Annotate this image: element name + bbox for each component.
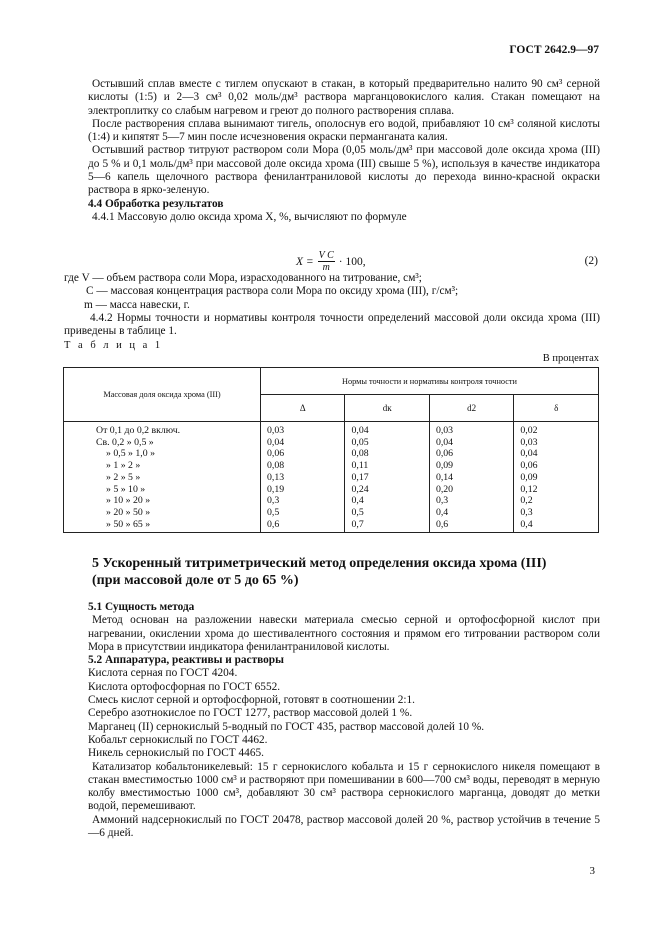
paragraph: После растворения сплава вынимают тигель, ополоснув его водой, прибавляют 10 см³ соляной кислоты (1:4) и кипятят 5—7 мин после исчезновения окраски перманганата калия. bbox=[88, 117, 600, 144]
section-heading: 5.1 Сущность метода bbox=[88, 601, 195, 613]
table-cell: 0,08 bbox=[267, 460, 285, 472]
formula-rhs: · 100, bbox=[338, 255, 366, 268]
formula-fraction bbox=[318, 250, 335, 273]
body-block-1 bbox=[88, 78, 600, 224]
table-cell: 0,6 bbox=[435, 518, 449, 530]
table-cell: 0,17 bbox=[351, 471, 369, 483]
table-cell: » 2 » 5 » bbox=[106, 471, 141, 483]
table-cell: 0,3 bbox=[520, 506, 533, 518]
paragraph: 4.4.2 Нормы точности и нормативы контроля точности определений массовой доли оксида хрома (III) приведены в таблице 1. bbox=[64, 311, 600, 338]
reagent-item: Никель сернокислый по ГОСТ 4465. bbox=[88, 747, 264, 760]
table-cell: » 1 » 2 » bbox=[106, 460, 141, 472]
where-line: m — масса навески, г. bbox=[84, 298, 190, 311]
table-cell: 0,04 bbox=[520, 448, 538, 460]
table-cell: 0,3 bbox=[267, 495, 280, 507]
table-cell: 0,13 bbox=[267, 471, 285, 483]
table-cell: 0,09 bbox=[435, 460, 454, 472]
reagent-item: Кислота ортофосфорная по ГОСТ 6552. bbox=[88, 680, 281, 693]
table-cell: 0,05 bbox=[351, 436, 369, 448]
reagent-item: Смесь кислот серной и ортофосфорной, готовят в соотношении 2:1. bbox=[88, 694, 415, 707]
reagent-item: Кобальт сернокислый по ГОСТ 4462. bbox=[88, 733, 268, 746]
body-block-2 bbox=[88, 601, 600, 840]
document-id: ГОСТ 2642.9—97 bbox=[509, 44, 599, 56]
table-cell: От 0,1 до 0,2 включ. bbox=[96, 425, 181, 436]
table-col-dk bbox=[345, 422, 429, 533]
table-cell: 0,3 bbox=[435, 495, 449, 507]
page-number: 3 bbox=[589, 865, 595, 877]
paragraph: Аммоний надсернокислый по ГОСТ 20478, раствор массовой долей 20 %, раствор устойчив в течение 5—6 дней. bbox=[88, 813, 600, 840]
table-cell: 0,5 bbox=[351, 506, 364, 518]
table-cell: » 20 » 50 » bbox=[106, 506, 151, 518]
where-block bbox=[64, 272, 600, 338]
table-cell: 0,24 bbox=[351, 483, 369, 495]
table-cell: 0,4 bbox=[520, 518, 533, 530]
where-line: C — массовая концентрация раствора соли Мора по оксиду хрома (III), г/см³; bbox=[86, 285, 459, 298]
table-cell: 0,04 bbox=[351, 425, 369, 436]
table-cell: » 0,5 » 1,0 » bbox=[106, 448, 155, 460]
formula bbox=[296, 250, 366, 273]
table-cell: 0,04 bbox=[435, 436, 454, 448]
table-header-group: Нормы точности и нормативы контроля точности bbox=[261, 368, 599, 395]
table-cell: 0,04 bbox=[267, 436, 285, 448]
table-cell: 0,20 bbox=[435, 483, 454, 495]
table-cell: 0,6 bbox=[267, 518, 280, 530]
paragraph: Остывший сплав вместе с тиглем опускают в стакан, в который предварительно налито 90 см³ серной кислоты (1:5) и 2—3 см³ 0,02 моль/дм³ раствора марганцовокислого калия. Стакан помещают на электроплитку со слабым нагревом и греют до полного растворения сплава. bbox=[88, 78, 600, 117]
table-col-range bbox=[64, 422, 261, 533]
table-col-d2 bbox=[429, 422, 513, 533]
table-cell: 0,02 bbox=[520, 425, 538, 436]
table-unit: В процентах bbox=[542, 353, 599, 364]
table-cell: 0,08 bbox=[351, 448, 369, 460]
table-cell: » 10 » 20 » bbox=[106, 495, 151, 507]
table-cell: » 5 » 10 » bbox=[106, 483, 146, 495]
where-line: где V — объем раствора соли Мора, израсходованного на титрование, см³; bbox=[64, 272, 422, 284]
formula-lhs: X = bbox=[296, 255, 314, 268]
table-cell: 0,06 bbox=[520, 460, 538, 472]
table-subheader: δ bbox=[514, 395, 599, 422]
table-col-sigma bbox=[514, 422, 599, 533]
heading-line: 5 Ускоренный титриметрический метод определения оксида хрома (III) bbox=[92, 556, 547, 571]
table-cell: 0,09 bbox=[520, 471, 538, 483]
table-cell: 0,03 bbox=[520, 436, 538, 448]
table-cell: 0,11 bbox=[351, 460, 369, 472]
table-cell: 0,4 bbox=[351, 495, 364, 507]
reagent-item: Кислота серная по ГОСТ 4204. bbox=[88, 667, 238, 680]
section-heading: 4.4 Обработка результатов bbox=[88, 197, 224, 210]
table-cell: 0,4 bbox=[435, 506, 449, 518]
accuracy-table bbox=[63, 367, 599, 533]
table-cell: 0,03 bbox=[267, 425, 285, 436]
section-heading: 5.2 Аппаратура, реактивы и растворы bbox=[88, 654, 284, 667]
table-cell: 0,14 bbox=[435, 471, 454, 483]
formula-number: (2) bbox=[584, 255, 598, 267]
table-cell: 0,12 bbox=[520, 483, 538, 495]
reagent-item: Марганец (II) сернокислый 5-водный по ГОСТ 435, раствор массовой долей 10 %. bbox=[88, 720, 485, 733]
table-subheader: dк bbox=[345, 395, 429, 422]
table-cell: Св. 0,2 » 0,5 » bbox=[96, 436, 154, 448]
table-cell: 0,7 bbox=[351, 518, 364, 530]
table-subheader: d2 bbox=[429, 395, 513, 422]
paragraph: Метод основан на разложении навески материала смесью серной и ортофосфорной кислот при нагревании, окислении хрома до шестивалентного состояния и прямом его титровании раствором соли Мора в присутствии индикатора фенилантраниловой кислоты. bbox=[88, 614, 600, 653]
table-cell: 0,03 bbox=[435, 425, 454, 436]
table-cell: 0,5 bbox=[267, 506, 280, 518]
table-cell: 0,19 bbox=[267, 483, 285, 495]
table-header-range: Массовая доля оксида хрома (III) bbox=[64, 368, 261, 422]
reagent-item: Серебро азотнокислое по ГОСТ 1277, раствор массовой долей 1 %. bbox=[88, 707, 413, 720]
section-5-heading bbox=[92, 555, 546, 589]
table-caption: Т а б л и ц а 1 bbox=[64, 340, 163, 351]
table-subheader: Δ bbox=[261, 395, 345, 422]
paragraph: 4.4.1 Массовую долю оксида хрома X, %, вычисляют по формуле bbox=[92, 210, 407, 223]
heading-line: (при массовой доле от 5 до 65 %) bbox=[92, 573, 299, 588]
table-cell: 0,2 bbox=[520, 495, 533, 507]
table-cell: » 50 » 65 » bbox=[106, 518, 151, 530]
paragraph: Катализатор кобальтоникелевый: 15 г сернокислого кобальта и 15 г сернокислого никеля помещают в стакан вместимостью 1000 см³ и растворяют при помешивании в 600—700 см³ воды, переводят в мерную колбу вместимостью 1000 см³, добавляют 30 см³ раствора сернокислого марганца, доводят до метки водой, перемешивают. bbox=[88, 760, 600, 813]
paragraph: Остывший раствор титруют раствором соли Мора (0,05 моль/дм³ при массовой доле оксида хрома (III) до 5 % и 0,1 моль/дм³ при массовой доле оксида хрома (III) свыше 5 %), используя в качестве индикатора 5—6 капель щелочного раствора фенилантраниловой кислоты до перехода винно-красной окраски раствора в ярко-зеленую. bbox=[88, 144, 600, 197]
formula-numerator: V C bbox=[318, 250, 334, 261]
table-cell: 0,06 bbox=[435, 448, 454, 460]
table-cell: 0,06 bbox=[267, 448, 285, 460]
formula-denominator: m bbox=[322, 262, 330, 273]
table-col-delta bbox=[261, 422, 345, 533]
